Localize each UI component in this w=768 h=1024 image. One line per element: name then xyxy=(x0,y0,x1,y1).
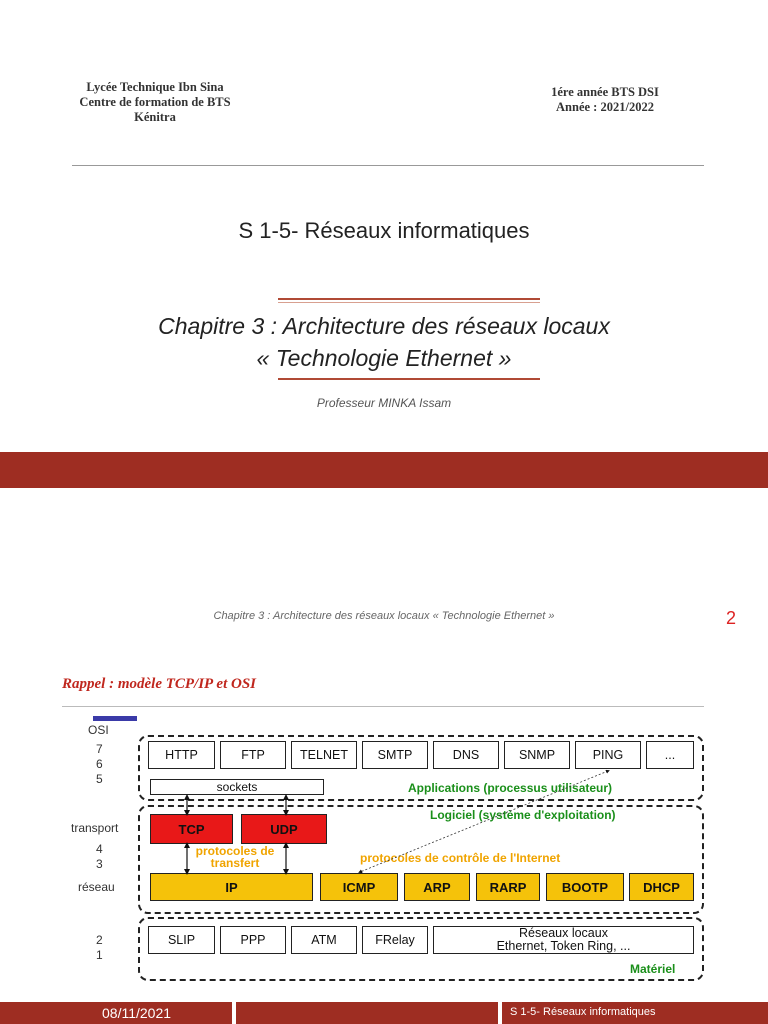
ppp-box: PPP xyxy=(220,926,286,954)
course-title: S 1-5- Réseaux informatiques xyxy=(238,218,530,243)
chapter-title-line1: Chapitre 3 : Architecture des réseaux locaux xyxy=(158,313,610,339)
transport-label: transport xyxy=(71,821,119,835)
footer-date-bar xyxy=(0,1002,232,1024)
page-number: 2 xyxy=(726,608,737,628)
app-ftp: FTP xyxy=(220,741,286,769)
logiciel-caption: Logiciel (système d'exploitation) xyxy=(430,808,616,822)
protocoles-transfert-line2: transfert xyxy=(210,856,260,870)
school-center: Centre de formation de BTS xyxy=(79,95,231,109)
class-level: 1ére année BTS DSI xyxy=(551,85,659,99)
tcp-box: TCP xyxy=(150,814,233,844)
osi-label: OSI xyxy=(88,723,109,737)
protocoles-controle-caption: protocoles de contrôle de l'Internet xyxy=(360,851,561,865)
footer-course: S 1-5- Réseaux informatiques xyxy=(510,1006,656,1018)
school-name: Lycée Technique Ibn Sina xyxy=(86,80,224,94)
ip-box: IP xyxy=(150,873,313,901)
app-smtp: SMTP xyxy=(362,741,428,769)
arp-box: ARP xyxy=(404,873,470,901)
sockets-box: sockets xyxy=(150,779,324,795)
app-http: HTTP xyxy=(148,741,215,769)
applications-caption: Applications (processus utilisateur) xyxy=(408,781,613,795)
layer-num-6: 6 xyxy=(96,757,103,771)
app-ping: PING xyxy=(575,741,641,769)
footer-date: 08/11/2021 xyxy=(102,1005,172,1021)
layer-num-1: 1 xyxy=(96,948,103,962)
dhcp-box: DHCP xyxy=(629,873,694,901)
chapter-title-line2: « Technologie Ethernet » xyxy=(256,345,512,371)
professor-name: Professeur MINKA Issam xyxy=(316,396,452,410)
layer-num-4: 4 xyxy=(96,842,103,856)
footer-course-bar xyxy=(502,1002,768,1024)
rarp-box: RARP xyxy=(476,873,540,901)
atm-box: ATM xyxy=(291,926,357,954)
layer-num-2: 2 xyxy=(96,933,103,947)
layer-num-3: 3 xyxy=(96,857,103,871)
icmp-box: ICMP xyxy=(320,873,398,901)
section-heading: Rappel : modèle TCP/IP et OSI xyxy=(62,676,257,692)
lan-line2: Ethernet, Token Ring, ... xyxy=(496,939,631,953)
school-city: Kénitra xyxy=(134,110,176,124)
app-dns: DNS xyxy=(433,741,499,769)
app-more: ... xyxy=(646,741,694,769)
bootp-box: BOOTP xyxy=(546,873,624,901)
frelay-box: FRelay xyxy=(362,926,428,954)
school-year: Année : 2021/2022 xyxy=(556,100,654,114)
lan-line1: Réseaux locaux xyxy=(519,926,608,940)
ping-icmp-arrow xyxy=(360,771,608,872)
app-telnet: TELNET xyxy=(291,741,357,769)
materiel-caption: Matériel xyxy=(630,962,676,976)
layer-num-5: 5 xyxy=(96,772,103,786)
slip-box: SLIP xyxy=(148,926,215,954)
reseau-label: réseau xyxy=(78,880,115,894)
layer-num-7: 7 xyxy=(96,742,103,756)
footer-middle-bar xyxy=(236,1002,498,1024)
protocoles-transfert-line1: protocoles de xyxy=(195,844,275,858)
running-title: Chapitre 3 : Architecture des réseaux locaux « Technologie Ethernet » xyxy=(213,610,555,622)
udp-box: UDP xyxy=(241,814,327,844)
app-snmp: SNMP xyxy=(504,741,570,769)
